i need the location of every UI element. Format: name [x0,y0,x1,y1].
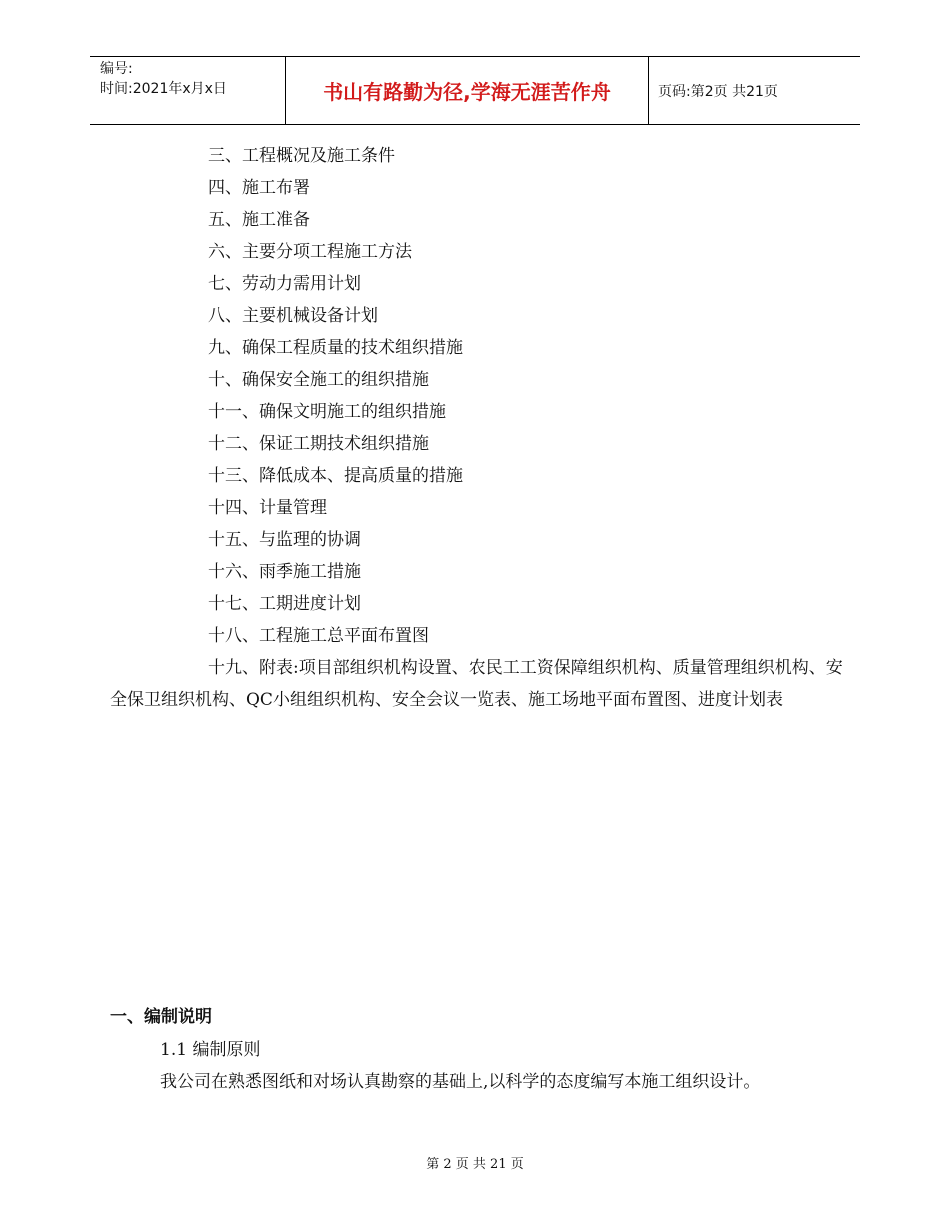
toc-item: 三、工程概况及施工条件 [208,146,395,166]
subsection-title: 1.1 编制原则 [160,1040,261,1060]
page-header [90,56,860,125]
body-paragraph: 我公司在熟悉图纸和对场认真勘察的基础上,以科学的态度编写本施工组织设计。 [160,1072,761,1092]
document-time-label: 时间:2021年x月x日 [100,81,227,97]
header-meta [100,59,285,121]
toc-item: 五、施工准备 [208,210,310,230]
page-footer: 第 2 页 共 21 页 [426,1157,524,1172]
section-title: 一、编制说明 [110,1007,212,1027]
toc-item: 十六、雨季施工措施 [208,562,361,582]
toc-item: 十八、工程施工总平面布置图 [208,626,429,646]
toc-item: 十三、降低成本、提高质量的措施 [208,466,463,486]
toc-item: 四、施工布署 [208,178,310,198]
toc-item: 十一、确保文明施工的组织措施 [208,402,446,422]
toc-item: 九、确保工程质量的技术组织措施 [208,338,463,358]
toc-item-appendix: 十九、附表:项目部组织机构设置、农民工工资保障组织机构、质量管理组织机构、安全保卫组织机构、QC小组组织机构、安全会议一览表、施工场地平面布置图、进度计划表 [110,658,843,710]
toc-item: 七、劳动力需用计划 [208,274,361,294]
toc-item: 六、主要分项工程施工方法 [208,242,412,262]
header-page-info: 页码:第2页 共21页 [658,83,778,100]
table-of-contents [110,140,855,716]
toc-item: 十四、计量管理 [208,498,327,518]
header-divider [648,57,649,124]
document-number-label: 编号: [100,61,133,77]
header-motto: 书山有路勤为径,学海无涯苦作舟 [323,80,611,104]
toc-item: 八、主要机械设备计划 [208,306,378,326]
toc-item: 十五、与监理的协调 [208,530,361,550]
toc-item: 十二、保证工期技术组织措施 [208,434,429,454]
toc-item: 十、确保安全施工的组织措施 [208,370,429,390]
toc-item: 十七、工期进度计划 [208,594,361,614]
